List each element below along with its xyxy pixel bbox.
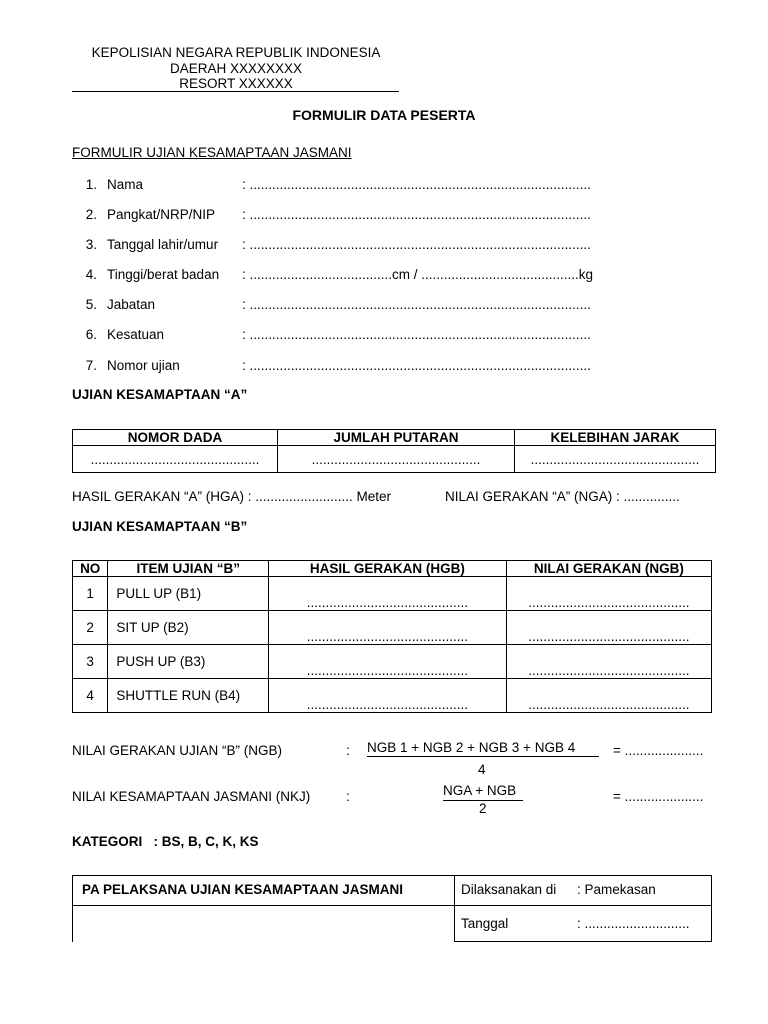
ngb-denominator: 4 [478,762,486,777]
ngb-fraction-bar [367,756,599,757]
field-label-nomor-ujian: Nomor ujian [107,358,180,373]
signature-box [72,875,712,945]
row-number: 3 [73,645,108,679]
item-name: SIT UP (B2) [108,611,269,645]
cell-ngb[interactable]: ........................................... [506,577,711,611]
cell-kelebihan-jarak[interactable]: ............................................. [515,446,716,473]
letterhead [72,45,400,92]
cell-hgb[interactable]: ........................................... [269,645,507,679]
nga-line[interactable]: NILAI GERAKAN “A” (NGA) : ............... [445,489,680,504]
ngb-formula-label: NILAI GERAKAN UJIAN “B” (NGB) [72,743,283,758]
field-label-tanggal-lahir: Tanggal lahir/umur [107,237,219,252]
field-value-pangkat[interactable]: : ........................................................................................... [242,207,591,222]
section-b-heading: UJIAN KESAMAPTAAN “B” [72,519,248,534]
tanggal-label: Tanggal [461,916,509,931]
nkj-formula-colon: : [346,789,350,804]
table-row [73,611,712,645]
signature-box-bottom-line [454,941,711,942]
dilaksanakan-value: : Pamekasan [577,882,656,897]
field-number: 2. [85,207,97,222]
section-a-heading: UJIAN KESAMAPTAAN “A” [72,387,248,402]
table-row [73,645,712,679]
column-header-item-ujian: ITEM UJIAN “B” [108,561,269,577]
cell-hgb[interactable]: ........................................... [269,611,507,645]
field-value-jabatan[interactable]: : ........................................................................................... [242,297,591,312]
field-value-tanggal-lahir[interactable]: : ........................................................................................... [242,237,591,252]
item-name: PUSH UP (B3) [108,645,269,679]
field-value-kesatuan[interactable]: : ........................................................................................... [242,327,591,342]
column-header-hasil-gerakan: HASIL GERAKAN (HGB) [269,561,507,577]
nkj-result[interactable]: = ..................... [613,789,704,804]
field-number: 4. [85,267,97,282]
form-subtitle: FORMULIR UJIAN KESAMAPTAAN JASMANI [72,145,352,160]
field-number: 7. [85,358,97,373]
region-name: DAERAH XXXXXXXX [169,60,303,76]
field-label-tinggi-berat: Tinggi/berat badan [107,267,220,282]
section-a-table [72,429,716,473]
nkj-formula-label: NILAI KESAMAPTAAN JASMANI (NKJ) [72,789,311,804]
row-number: 2 [73,611,108,645]
cell-ngb[interactable]: ........................................... [506,611,711,645]
column-header-nomor-dada: NOMOR DADA [73,430,278,446]
column-header-no: NO [73,561,108,577]
field-label-nama: Nama [107,177,144,192]
tanggal-value[interactable]: : ............................ [577,916,690,931]
column-header-kelebihan-jarak: KELEBIHAN JARAK [515,430,716,446]
item-name: PULL UP (B1) [108,577,269,611]
field-number: 3. [85,237,97,252]
field-label-pangkat: Pangkat/NRP/NIP [107,207,216,222]
cell-hgb[interactable]: ........................................... [269,679,507,713]
cell-ngb[interactable]: ........................................... [506,645,711,679]
row-number: 4 [73,679,108,713]
field-value-tinggi-berat[interactable]: : ......................................cm / ..........................................kg [242,267,594,282]
cell-jumlah-putaran[interactable]: ............................................. [278,446,515,473]
field-number: 6. [85,327,97,342]
column-header-nilai-gerakan: NILAI GERAKAN (NGB) [506,561,711,577]
ngb-result[interactable]: = ..................... [613,743,704,758]
field-number: 5. [85,297,97,312]
field-label-jabatan: Jabatan [107,297,156,312]
ngb-formula-colon: : [346,743,350,758]
item-name: SHUTTLE RUN (B4) [108,679,269,713]
nkj-numerator: NGA + NGB [443,783,517,798]
signature-box-row-line [72,905,711,906]
resort-name: RESORT XXXXXX [179,76,293,91]
field-label-kesatuan: Kesatuan [107,327,165,342]
table-row [73,679,712,713]
table-row [73,577,712,611]
dilaksanakan-label: Dilaksanakan di [461,882,557,897]
row-number: 1 [73,577,108,611]
column-header-jumlah-putaran: JUMLAH PUTARAN [278,430,515,446]
cell-nomor-dada[interactable]: ............................................. [73,446,278,473]
pa-pelaksana-label: PA PELAKSANA UJIAN KESAMAPTAAN JASMANI [82,882,404,897]
field-value-nama[interactable]: : ........................................................................................... [242,177,591,192]
kategori-line: KATEGORI : BS, B, C, K, KS [72,834,259,849]
field-value-nomor-ujian[interactable]: : ........................................................................................... [242,358,591,373]
section-b-table [72,560,712,713]
nkj-denominator: 2 [479,801,487,816]
document-title: FORMULIR DATA PESERTA [292,107,476,123]
institution-name: KEPOLISIAN NEGARA REPUBLIK INDONESIA [91,45,381,60]
ngb-numerator: NGB 1 + NGB 2 + NGB 3 + NGB 4 [367,740,576,755]
field-number: 1. [85,177,97,192]
cell-hgb[interactable]: ........................................... [269,577,507,611]
letterhead-divider [72,91,399,92]
signature-box-divider [454,875,455,941]
hga-line[interactable]: HASIL GERAKAN “A” (HGA) : .......................... Meter [72,489,392,504]
cell-ngb[interactable]: ........................................... [506,679,711,713]
